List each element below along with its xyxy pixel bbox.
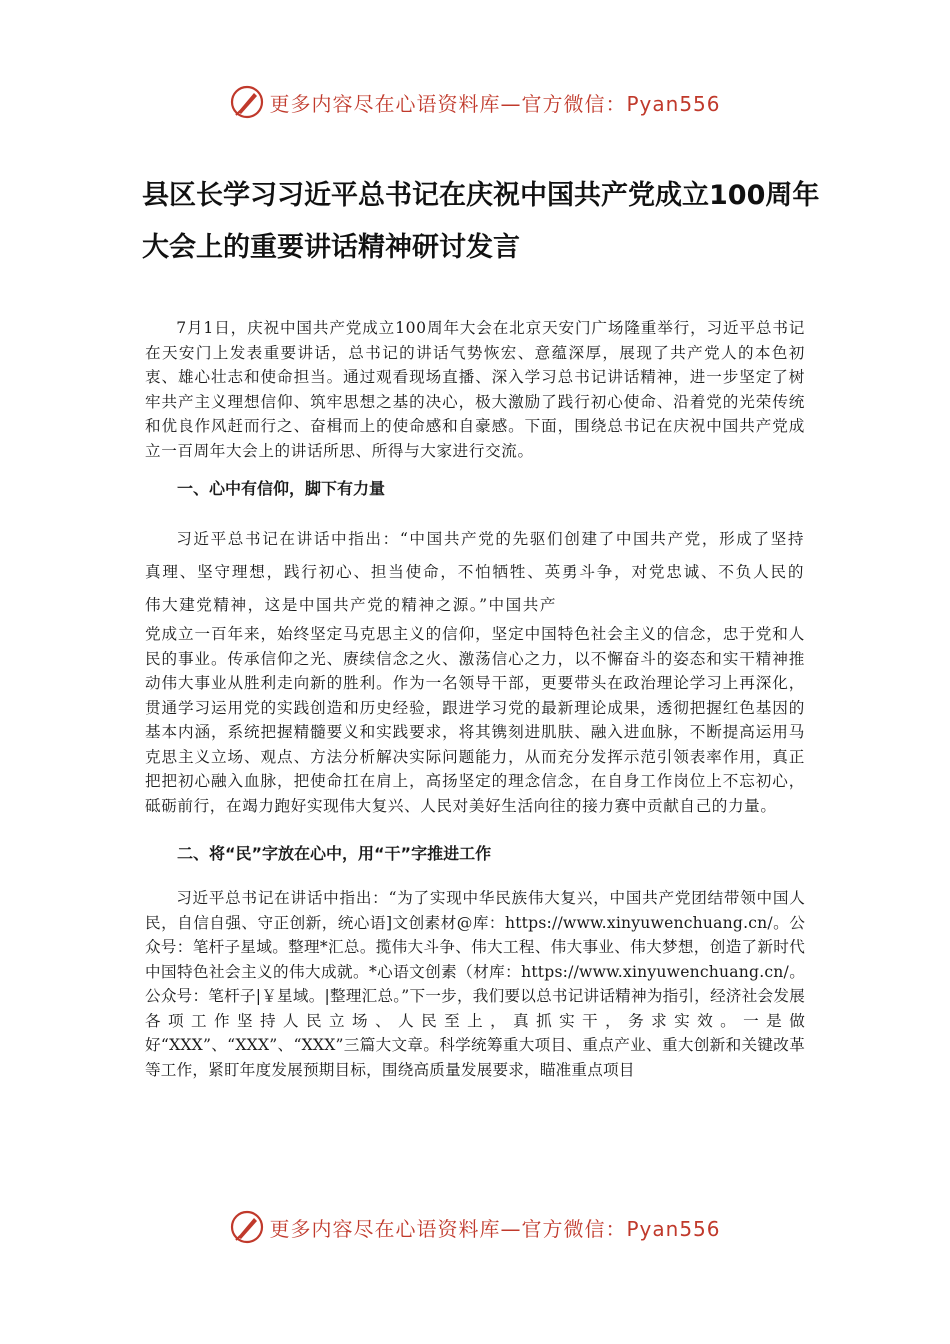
watermark-text: 更多内容尽在心语资料库—官方微信：Pyan556 — [269, 91, 721, 116]
watermark-text: 更多内容尽在心语资料库—官方微信：Pyan556 — [269, 1216, 721, 1241]
quill-pen-icon — [229, 1209, 265, 1245]
document-body — [145, 316, 805, 1082]
intro-paragraph: 7月1日，庆祝中国共产党成立100周年大会在北京天安门广场隆重举行，习近平总书记在天安门上发表重要讲话，总书记的讲话气势恢宏、意蕴深厚，展现了共产党人的本色初衷、雄心壮志和使命担当。通过观看现场直播、深入学习总书记讲话精神，进一步坚定了树牢共产主义理想信仰、筑牢思想之基的决心，极大激励了践行初心使命、沿着党的光荣传统和优良作风赶而行之、奋楫而上的使命感和自豪感。下面，围绕总书记在庆祝中国共产党成立一百周年大会上的讲话所思、所得与大家进行交流。 — [145, 319, 805, 460]
watermark-account: Pyan556 — [626, 91, 721, 116]
section2-body-paragraph: 习近平总书记在讲话中指出：“为了实现中华民族伟大复兴，中国共产党团结带领中国人民，自信自强、守正创新，统心语]文创素材@库：https://www.xinyuwenchuang.cn/。公众号：笔杆子星域。整理*汇总。揽伟大斗争、伟大工程、伟大事业、伟大梦想，创造了新时代中国特色社会主义的伟大成就。*心语文创素（材库：https://www.xinyuwenchuang.cn/。公众号：笔杆子|￥星域。|整理汇总。”下一步，我们要以总书记讲话精神为指引，经济社会发展各项工作坚持人民立场、人民至上，真抓实干，务求实效。一是做好“XXX”、“XXX”、“XXX”三篇大文章。科学统筹重大项目、重点产业、重大创新和关键改革等工作，紧盯年度发展预期目标，围绕高质量发展要求，瞄准重点项目 — [145, 889, 805, 1079]
section1-quote-paragraph: 习近平总书记在讲话中指出：“中国共产党的先驱们创建了中国共产党，形成了坚持真理、坚守理想，践行初心、担当使命，不怕牺牲、英勇斗争，对党忠诚、不负人民的伟大建党精神，这是中国共产党的精神之源。”中国共产 — [145, 530, 805, 614]
section1-body-paragraph: 党成立一百年来，始终坚定马克思主义的信仰，坚定中国特色社会主义的信念，忠于党和人民的事业。传承信仰之光、赓续信念之火、激荡信心之力，以不懈奋斗的姿态和实干精神推动伟大事业从胜利走向新的胜利。作为一名领导干部，更要带头在政治理论学习上再深化，贯通学习运用党的实践创造和历史经验，跟进学习党的最新理论成果，透彻把握红色基因的基本内涵，系统把握精髓要义和实践要求，将其镌刻进肌肤、融入进血脉，不断提高运用马克思主义立场、观点、方法分析解决实际问题能力，从而充分发挥示范引领表率作用，真正把把初心融入血脉，把使命扛在肩上，高扬坚定的理念信念，在自身工作岗位上不忘初心，砥砺前行，在竭力跑好实现伟大复兴、人民对美好生活向往的接力赛中贡献自己的力量。 — [145, 625, 805, 815]
quill-pen-icon — [229, 84, 265, 120]
document-title: 县区长学习习近平总书记在庆祝中国共产党成立100周年大会上的重要讲话精神研讨发言 — [142, 180, 820, 263]
top-watermark-banner — [0, 82, 950, 122]
section1-heading: 一、心中有信仰，脚下有力量 — [177, 479, 386, 498]
watermark-account: Pyan556 — [626, 1216, 721, 1241]
bottom-watermark-banner — [0, 1207, 950, 1247]
section2-heading: 二、将“民”字放在心中，用“干”字推进工作 — [177, 844, 492, 863]
